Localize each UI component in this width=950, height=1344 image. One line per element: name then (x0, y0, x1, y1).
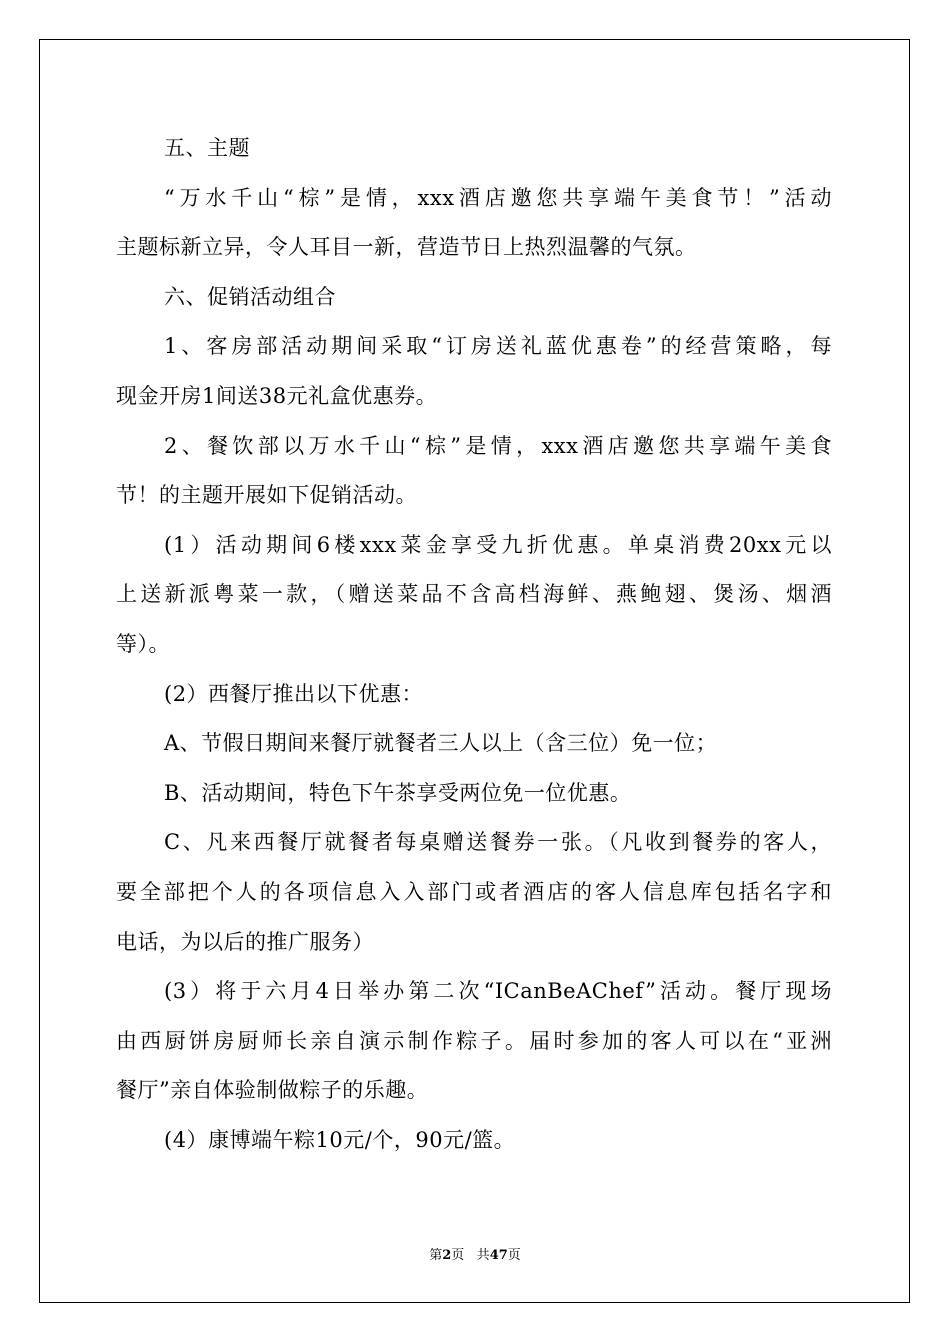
page-footer (0, 1246, 950, 1266)
text-line: 主题标新立异，令人耳目一新，营造节日上热烈温馨的气氛。 (116, 235, 697, 260)
text-line: 六、促销活动组合 (164, 284, 336, 309)
text-line: (1）活动期间6楼xxx菜金享受九折优惠。单桌消费20xx元以 (164, 532, 832, 557)
text-line: “万水千山“棕”是情，xxx酒店邀您共享端午美食节！”活动 (164, 185, 832, 210)
text-line: 五、主题 (164, 136, 250, 160)
text-line: 等）。 (116, 632, 170, 656)
text-line: C、凡来西餐厅就餐者每桌赠送餐券一张。（凡收到餐券的客人， (164, 830, 832, 855)
footer-total-pages: 47 (489, 1248, 508, 1263)
text-line: (4）康博端午粽10元/个，90元/篮。 (164, 1128, 516, 1152)
footer-page-suffix: 页 (451, 1248, 465, 1263)
text-line: 由西厨饼房厨师长亲自演示制作粽子。届时参加的客人可以在“亚洲 (116, 1028, 832, 1053)
footer-prefix: 第 (429, 1248, 443, 1263)
text-line: 电话，为以后的推广服务） (116, 929, 374, 954)
text-line: B、活动期间，特色下午茶享受两位免一位优惠。 (164, 780, 632, 805)
text-line: 2、餐饮部以万水千山“棕”是情，xxx酒店邀您共享端午美食 (164, 433, 832, 458)
text-line: (3）将于六月4日举办第二次“ICanBeAChef”活动。餐厅现场 (164, 979, 832, 1004)
text-line: A、节假日期间来餐厅就餐者三人以上（含三位）免一位； (164, 731, 718, 756)
text-line: 节！的主题开展如下促销活动。 (116, 483, 417, 508)
footer-page-number: 2 (442, 1248, 452, 1263)
text-line: 上送新派粤菜一款，（赠送菜品不含高档海鲜、燕鲍翅、煲汤、烟酒 (116, 582, 832, 607)
footer-total-suffix: 页 (507, 1248, 521, 1263)
text-line: (2）西餐厅推出以下优惠： (164, 681, 424, 706)
text-line: 要全部把个人的各项信息入入部门或者酒店的客人信息库包括名字和 (116, 880, 832, 904)
footer-total-prefix: 共 (476, 1248, 490, 1263)
text-line: 现金开房1间送38元礼盒优惠券。 (116, 384, 438, 408)
text-line: 1、客房部活动期间采取“订房送礼蓝优惠卷”的经营策略，每 (164, 334, 832, 359)
text-line: 餐厅”亲自体验制做粽子的乐趣。 (116, 1078, 429, 1103)
